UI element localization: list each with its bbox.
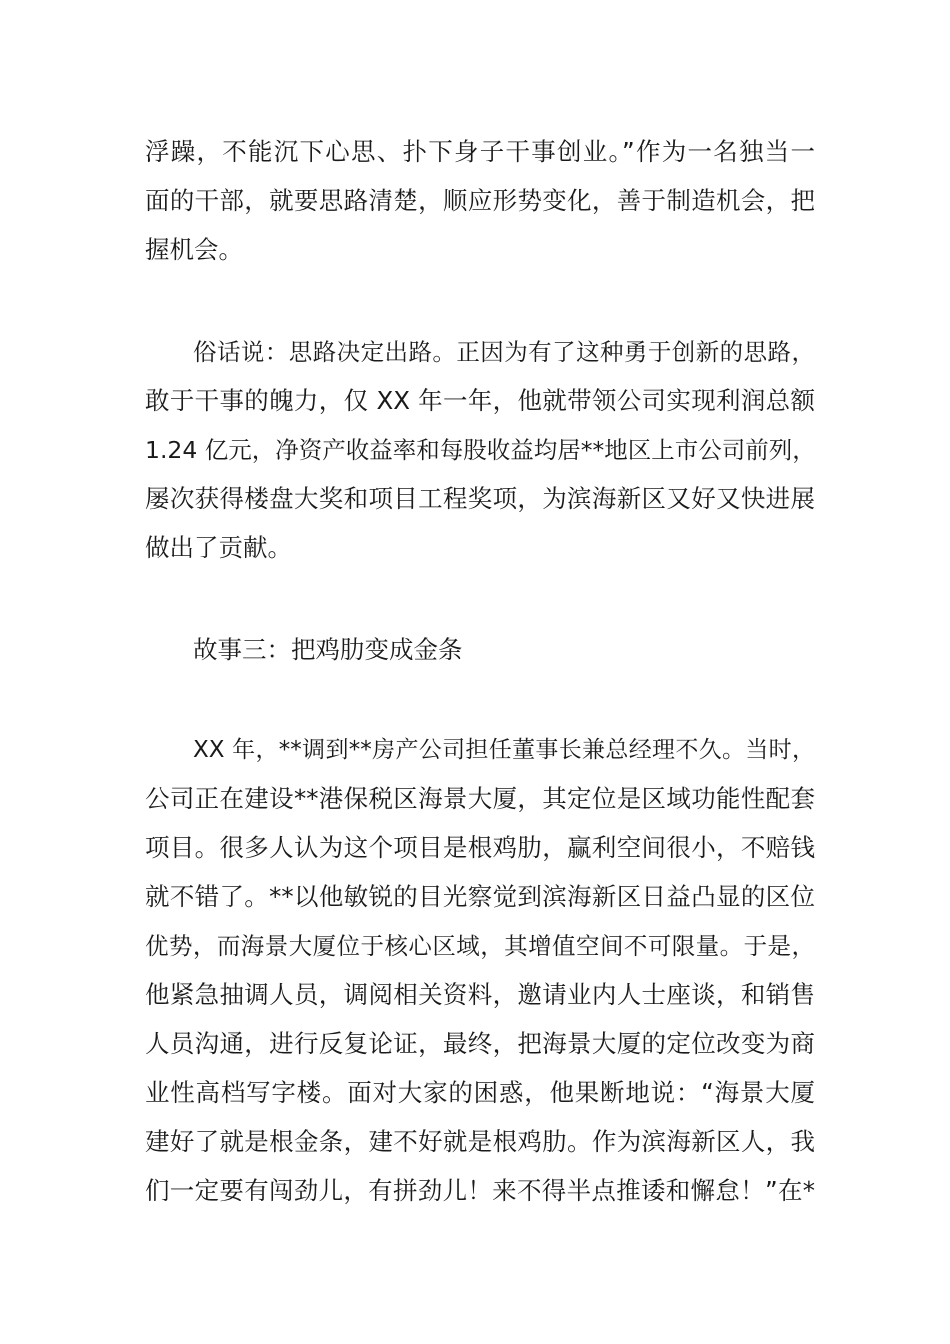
paragraph-2-line-2: 敢于干事的魄力，仅 XX 年一年，他就带领公司实现利润总额 [145,386,815,415]
paragraph-3-line-3: 项目。很多人认为这个项目是根鸡肋，赢利空间很小，不赔钱 [145,833,815,862]
paragraph-3-line-2: 公司正在建设**港保税区海景大厦，其定位是区域功能性配套 [145,784,815,813]
section-heading: 故事三：把鸡肋变成金条 [193,635,463,664]
paragraph-1-line-1: 浮躁，不能沉下心思、扑下身子干事创业。”作为一名独当一 [145,137,815,166]
paragraph-3-line-6: 他紧急抽调人员，调阅相关资料，邀请业内人士座谈，和销售 [145,980,815,1009]
paragraph-3-line-8: 业性高档写字楼。面对大家的困惑，他果断地说：“海景大厦 [145,1078,815,1107]
paragraph-3-line-4: 就不错了。**以他敏锐的目光察觉到滨海新区日益凸显的区位 [145,882,815,911]
paragraph-1-line-2: 面的干部，就要思路清楚，顺应形势变化，善于制造机会，把 [145,186,815,215]
paragraph-3-line-5: 优势，而海景大厦位于核心区域，其增值空间不可限量。于是， [145,932,815,960]
paragraph-2-line-3: 1.24 亿元，净资产收益率和每股收益均居**地区上市公司前列， [145,436,816,464]
paragraph-2-line-5: 做出了贡献。 [145,533,292,562]
paragraph-2-line-1: 俗话说：思路决定出路。正因为有了这种勇于创新的思路， [193,338,815,366]
paragraph-3-line-9: 建好了就是根金条，建不好就是根鸡肋。作为滨海新区人，我 [145,1127,815,1156]
paragraph-3-line-1: XX 年，**调到**房产公司担任董事长兼总经理不久。当时， [193,737,815,763]
paragraph-1-line-3: 握机会。 [145,235,243,264]
paragraph-3-line-7: 人员沟通，进行反复论证，最终，把海景大厦的定位改变为商 [145,1029,815,1058]
paragraph-3-line-10: 们一定要有闯劲儿，有拼劲儿！来不得半点推诿和懈怠！”在* [145,1176,815,1205]
paragraph-2-line-4: 屡次获得楼盘大奖和项目工程奖项，为滨海新区又好又快进展 [145,484,815,513]
